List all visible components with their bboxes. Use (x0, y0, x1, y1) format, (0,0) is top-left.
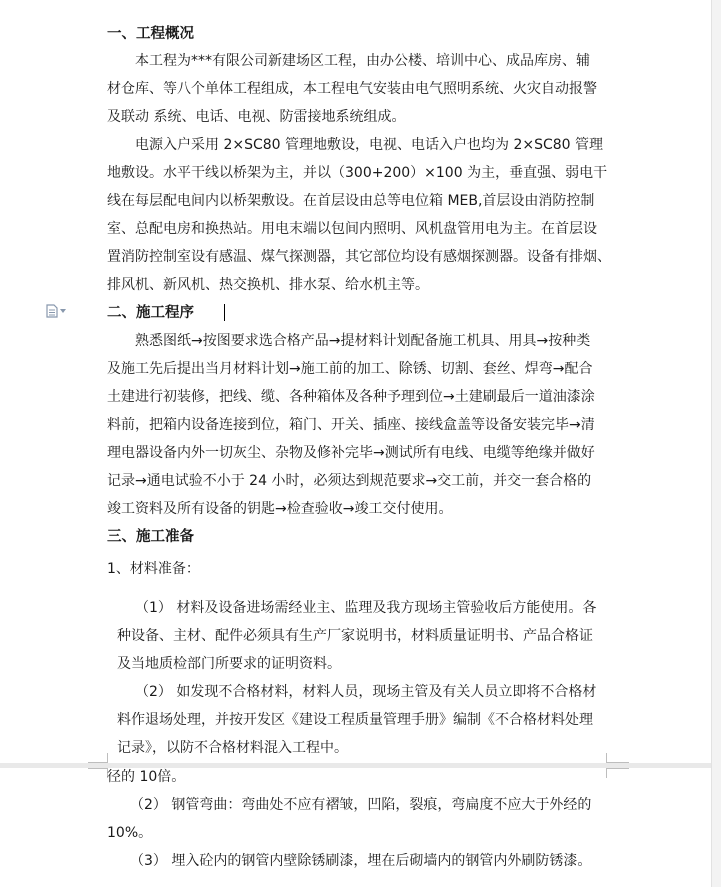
vertical-scrollbar[interactable] (711, 0, 721, 887)
text-cursor (224, 304, 225, 321)
chevron-down-icon (60, 309, 66, 313)
body-line: 土建进行初装修，把线、缆、各种箱体及各种予理到位→土建刷最后一道油漆涂 (107, 389, 595, 405)
section-heading-preparation: 三、施工准备 (107, 529, 194, 545)
body-line: 排风机、新风机、热交换机、排水泵、给水机主等。 (107, 277, 429, 293)
body-line: 记录→通电试验不小于 24 小时，必须达到规范要求→交工前，并交一套合格的 (107, 473, 592, 489)
body-line: 室、总配电房和换热站。用电末端以包间内照明、风机盘管用电为主。在首层设 (107, 221, 597, 237)
body-line: （1） 材料及设备进场需经业主、监理及我方现场主管验收后方能使用。各 (135, 600, 597, 616)
body-line: （2） 钢管弯曲：弯曲处不应有褶皱，凹陷，裂痕，弯扁度不应大于外经的 (130, 797, 592, 813)
subheading-materials: 1、材料准备： (107, 561, 200, 577)
body-line: 种设备、主材、配件必须具有生产厂家说明书，材料质量证明书、产品合格证 (117, 628, 593, 644)
section-heading-procedure: 二、施工程序 (107, 305, 194, 321)
body-line: 电源入户采用 2×SC80 管理地敷设，电视、电话入户也均为 2×SC80 管理 (135, 137, 604, 153)
body-line: 材仓库、等八个单体工程组成，本工程电气安装由电气照明系统、火灾自动报警 (107, 81, 597, 97)
body-line: 理电器设备内外一切灰尘、杂物及修补完毕→测试所有电线、电缆等绝缘并做好 (107, 445, 595, 461)
body-line: 竣工资料及所有设备的钥匙→检查验收→竣工交付使用。 (107, 501, 453, 517)
body-line: 线在每层配电间内以桥架敷设。在首层设由总等电位箱 MEB,首层设由消防控制 (107, 193, 595, 209)
body-line: 10%。 (107, 825, 153, 841)
body-line: （2） 如发现不合格材料，材料人员，现场主管及有关人员立即将不合格材 (135, 684, 597, 700)
section-heading-overview: 一、工程概况 (107, 26, 194, 42)
body-line: 本工程为***有限公司新建场区工程，由办公楼、培训中心、成品库房、辅 (135, 53, 590, 69)
page-corner-mark (88, 753, 108, 763)
body-line: 径的 10倍。 (107, 769, 186, 785)
body-line: 熟悉图纸→按图要求选合格产品→提材料计划配备施工机具、用具→按种类 (135, 333, 591, 349)
page-corner-mark (88, 768, 108, 778)
body-line: （3） 埋入砼内的钢管内壁除锈刷漆，埋在后砌墙内的钢管内外刷防锈漆。 (130, 853, 592, 869)
document-paragraph-icon (46, 304, 58, 318)
body-line: 置消防控制室设有感温、煤气探测器，其它部位均设有感烟探测器。设备有排烟、 (107, 249, 611, 265)
body-line: 记录》，以防不合格材料混入工程中。 (117, 740, 348, 756)
paragraph-options-button[interactable] (46, 304, 68, 318)
body-line: 地敷设。水平干线以桥架为主，并以（300+200）×100 为主，垂直强、弱电干 (107, 165, 608, 181)
body-line: 及联动 系统、电话、电视、防雷接地系统组成。 (107, 109, 406, 125)
page-corner-mark (606, 753, 629, 763)
page-corner-mark (606, 768, 629, 778)
body-line: 料作退场处理，并按开发区《建设工程质量管理手册》编制《不合格材料处理 (117, 712, 593, 728)
body-line: 料前，把箱内设备连接到位，箱门、开关、插座、接线盒盖等设备安装完毕→清 (107, 417, 595, 433)
body-line: 及当地质检部门所要求的证明资料。 (117, 656, 341, 672)
body-line: 及施工先后提出当月材料计划→施工前的加工、除锈、切割、套丝、焊弯→配合 (107, 361, 593, 377)
